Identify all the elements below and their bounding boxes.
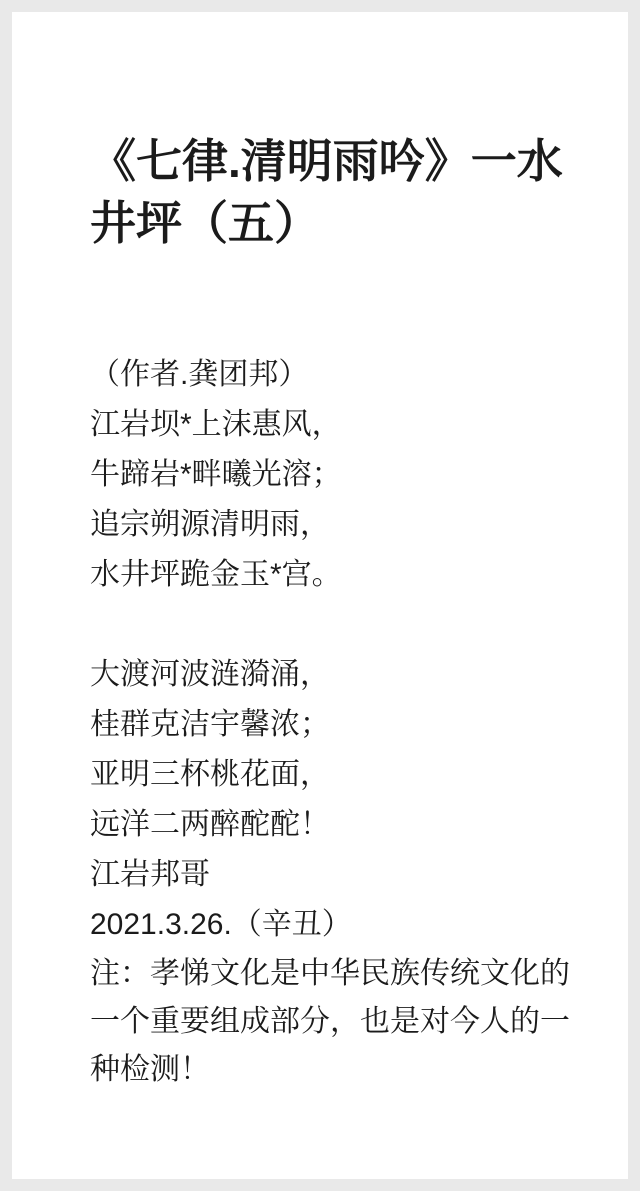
- date-line: 2021.3.26.（辛丑）: [90, 908, 352, 942]
- stanza1-line-1: 江岩坝*上沫惠风，: [90, 408, 342, 442]
- stanza2-line-1: 大渡河波涟漪涌，: [90, 658, 330, 692]
- stanza1-line-2: 牛蹄岩*畔曦光溶；: [90, 458, 342, 492]
- stanza2-line-4: 远洋二两醉酡酡！: [90, 808, 330, 842]
- note-text: 注：孝悌文化是中华民族传统文化的一个重要组成部分，也是对今人的一种检测！: [90, 957, 570, 1087]
- page-title: 《七律.清明雨吟》一水井坪（五）: [90, 135, 563, 250]
- stanza2-line-3: 亚明三杯桃花面，: [90, 758, 330, 792]
- stanza-separator: [90, 600, 588, 650]
- author-line: （作者.龚团邦）: [90, 358, 309, 392]
- document-page: [12, 12, 628, 1179]
- stanza2-line-2: 桂群克洁宇馨浓；: [90, 708, 330, 742]
- document-content: [12, 12, 628, 1094]
- signature-line: 江岩邦哥: [90, 858, 210, 892]
- title-body-spacer: [90, 254, 588, 350]
- stanza1-line-4: 水井坪跪金玉*宫。: [90, 558, 342, 592]
- poem-body: [12, 254, 628, 1094]
- stanza1-line-3: 追宗朔源清明雨，: [90, 508, 330, 542]
